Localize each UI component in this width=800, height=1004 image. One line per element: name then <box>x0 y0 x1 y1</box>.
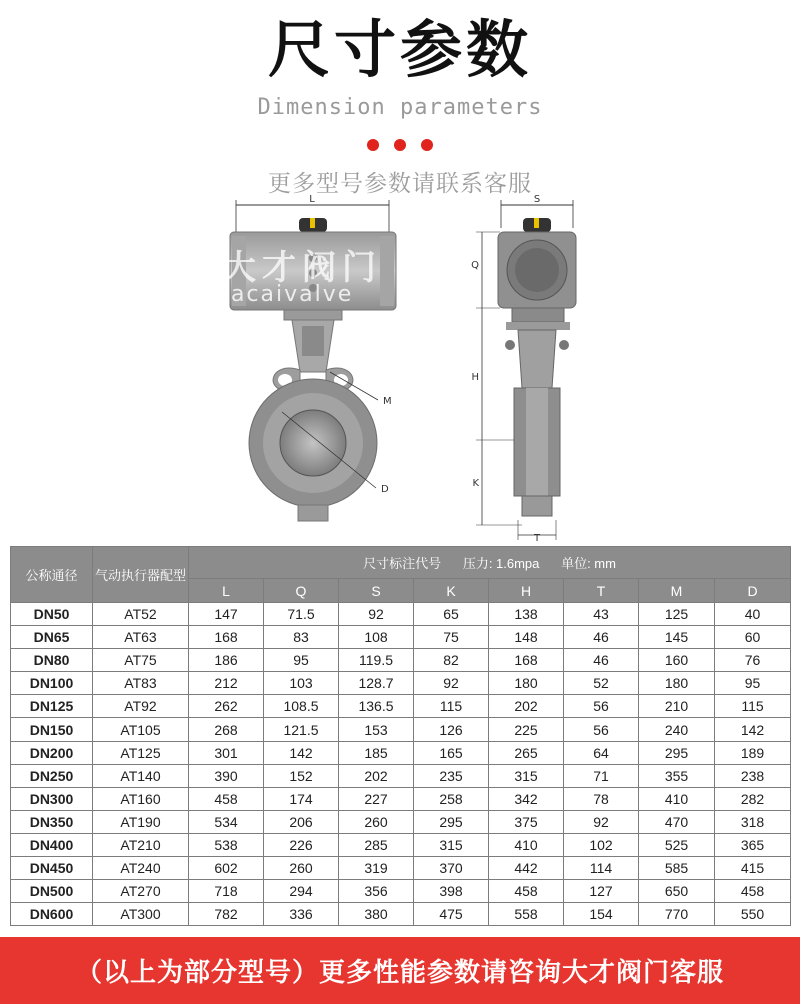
col-header-l: L <box>189 579 264 603</box>
cell-value: 442 <box>489 857 564 880</box>
dim-label-m: M <box>383 396 392 407</box>
cell-value: 210 <box>639 695 715 718</box>
cell-value: 76 <box>715 649 791 672</box>
cell-value: 318 <box>715 810 791 833</box>
cell-value: 95 <box>715 672 791 695</box>
cell-value: 56 <box>564 695 639 718</box>
dimension-table-container <box>10 546 790 926</box>
cell-value: 102 <box>564 833 639 856</box>
cell-value: 602 <box>189 857 264 880</box>
cell-value: 103 <box>264 672 339 695</box>
cell-value: 770 <box>639 903 715 926</box>
cell-actuator: AT140 <box>93 764 189 787</box>
page-title: 尺寸参数 <box>267 13 532 86</box>
cell-nominal: DN200 <box>11 741 93 764</box>
cell-nominal: DN125 <box>11 695 93 718</box>
cell-value: 319 <box>339 857 414 880</box>
cell-nominal: DN80 <box>11 649 93 672</box>
cell-value: 148 <box>489 626 564 649</box>
cell-nominal: DN500 <box>11 880 93 903</box>
cell-value: 390 <box>189 764 264 787</box>
cell-value: 180 <box>639 672 715 695</box>
table-row <box>11 833 791 856</box>
unit-note: 单位: mm <box>561 556 616 571</box>
cell-nominal: DN250 <box>11 764 93 787</box>
table-row <box>11 810 791 833</box>
table-row <box>11 649 791 672</box>
table-row <box>11 787 791 810</box>
cell-value: 336 <box>264 903 339 926</box>
cell-value: 189 <box>715 741 791 764</box>
cell-value: 40 <box>715 603 791 626</box>
cell-value: 262 <box>189 695 264 718</box>
table-row <box>11 626 791 649</box>
cell-value: 71 <box>564 764 639 787</box>
cell-nominal: DN100 <box>11 672 93 695</box>
footer-text: （以上为部分型号）更多性能参数请咨询大才阀门客服 <box>75 958 724 988</box>
dimension-table <box>10 546 791 926</box>
cell-value: 154 <box>564 903 639 926</box>
cell-value: 370 <box>414 857 489 880</box>
cell-actuator: AT63 <box>93 626 189 649</box>
cell-value: 114 <box>564 857 639 880</box>
cell-value: 202 <box>489 695 564 718</box>
col-header-d: D <box>715 579 791 603</box>
cell-actuator: AT270 <box>93 880 189 903</box>
cell-actuator: AT210 <box>93 833 189 856</box>
cell-value: 153 <box>339 718 414 741</box>
footer-banner <box>0 937 800 1004</box>
cell-value: 550 <box>715 903 791 926</box>
cell-value: 410 <box>489 833 564 856</box>
cell-value: 240 <box>639 718 715 741</box>
cell-value: 52 <box>564 672 639 695</box>
dim-label-h: H <box>471 372 479 383</box>
cell-value: 538 <box>189 833 264 856</box>
table-row <box>11 718 791 741</box>
cell-value: 127 <box>564 880 639 903</box>
cell-value: 56 <box>564 718 639 741</box>
cell-value: 78 <box>564 787 639 810</box>
pressure-note: 压力: 1.6mpa <box>462 556 540 571</box>
cell-value: 186 <box>189 649 264 672</box>
cell-actuator: AT125 <box>93 741 189 764</box>
cell-value: 268 <box>189 718 264 741</box>
cell-value: 225 <box>489 718 564 741</box>
cell-value: 235 <box>414 764 489 787</box>
cell-value: 295 <box>639 741 715 764</box>
cell-value: 285 <box>339 833 414 856</box>
table-row <box>11 857 791 880</box>
page-subtitle: Dimension parameters <box>257 95 543 120</box>
table-row <box>11 764 791 787</box>
cell-value: 260 <box>264 857 339 880</box>
cell-nominal: DN600 <box>11 903 93 926</box>
cell-actuator: AT105 <box>93 718 189 741</box>
cell-value: 282 <box>715 787 791 810</box>
cell-value: 71.5 <box>264 603 339 626</box>
cell-value: 46 <box>564 649 639 672</box>
col-header-k: K <box>414 579 489 603</box>
cell-value: 64 <box>564 741 639 764</box>
table-row <box>11 903 791 926</box>
cell-value: 128.7 <box>339 672 414 695</box>
cell-value: 83 <box>264 626 339 649</box>
cell-nominal: DN400 <box>11 833 93 856</box>
cell-value: 356 <box>339 880 414 903</box>
cell-value: 315 <box>414 833 489 856</box>
cell-value: 92 <box>564 810 639 833</box>
col-header-t: T <box>564 579 639 603</box>
watermark-brand-en: Dacaivalve <box>212 282 354 307</box>
cell-value: 227 <box>339 787 414 810</box>
cell-value: 226 <box>264 833 339 856</box>
valve-dimension-drawing <box>0 190 800 542</box>
cell-value: 121.5 <box>264 718 339 741</box>
cell-value: 782 <box>189 903 264 926</box>
cell-nominal: DN450 <box>11 857 93 880</box>
cell-value: 410 <box>639 787 715 810</box>
cell-value: 238 <box>715 764 791 787</box>
cell-actuator: AT190 <box>93 810 189 833</box>
red-dot-icon <box>367 139 379 151</box>
cell-value: 458 <box>489 880 564 903</box>
dim-label-k: K <box>472 478 479 489</box>
cell-value: 108.5 <box>264 695 339 718</box>
cell-value: 115 <box>414 695 489 718</box>
cell-value: 152 <box>264 764 339 787</box>
cell-value: 145 <box>639 626 715 649</box>
cell-value: 375 <box>489 810 564 833</box>
cell-value: 355 <box>639 764 715 787</box>
cell-value: 119.5 <box>339 649 414 672</box>
cell-value: 142 <box>715 718 791 741</box>
cell-value: 180 <box>489 672 564 695</box>
table-row <box>11 695 791 718</box>
dim-label-l: L <box>309 194 315 205</box>
cell-value: 125 <box>639 603 715 626</box>
cell-value: 650 <box>639 880 715 903</box>
table-row <box>11 672 791 695</box>
cell-value: 525 <box>639 833 715 856</box>
cell-value: 365 <box>715 833 791 856</box>
cell-value: 95 <box>264 649 339 672</box>
dims-title: 尺寸标注代号 <box>363 556 442 571</box>
cell-value: 46 <box>564 626 639 649</box>
dim-label-s: S <box>533 194 541 205</box>
cell-actuator: AT75 <box>93 649 189 672</box>
cell-actuator: AT160 <box>93 787 189 810</box>
col-header-actuator: 气动执行器配型 <box>93 547 189 603</box>
cell-value: 415 <box>715 857 791 880</box>
cell-value: 168 <box>189 626 264 649</box>
cell-value: 136.5 <box>339 695 414 718</box>
cell-value: 315 <box>489 764 564 787</box>
dim-label-q: Q <box>471 260 479 271</box>
cell-value: 147 <box>189 603 264 626</box>
cell-value: 138 <box>489 603 564 626</box>
table-row <box>11 603 791 626</box>
contact-note: 更多型号参数请联系客服 <box>268 171 532 197</box>
cell-value: 160 <box>639 649 715 672</box>
cell-nominal: DN50 <box>11 603 93 626</box>
cell-value: 82 <box>414 649 489 672</box>
red-dot-icon <box>421 139 433 151</box>
cell-value: 260 <box>339 810 414 833</box>
dim-label-t: T <box>533 533 541 542</box>
cell-value: 475 <box>414 903 489 926</box>
cell-value: 202 <box>339 764 414 787</box>
col-header-nominal: 公称通径 <box>11 547 93 603</box>
watermark-brand-cn: 大才阀门 <box>222 248 382 288</box>
cell-value: 585 <box>639 857 715 880</box>
cell-value: 142 <box>264 741 339 764</box>
cell-value: 126 <box>414 718 489 741</box>
col-header-m: M <box>639 579 715 603</box>
cell-value: 295 <box>414 810 489 833</box>
red-dot-icon <box>394 139 406 151</box>
cell-actuator: AT240 <box>93 857 189 880</box>
cell-value: 115 <box>715 695 791 718</box>
cell-value: 65 <box>414 603 489 626</box>
cell-value: 43 <box>564 603 639 626</box>
dim-label-d: D <box>381 484 389 495</box>
cell-value: 380 <box>339 903 414 926</box>
cell-value: 470 <box>639 810 715 833</box>
cell-value: 718 <box>189 880 264 903</box>
cell-value: 92 <box>339 603 414 626</box>
cell-value: 458 <box>715 880 791 903</box>
cell-value: 75 <box>414 626 489 649</box>
cell-value: 342 <box>489 787 564 810</box>
cell-nominal: DN65 <box>11 626 93 649</box>
cell-actuator: AT92 <box>93 695 189 718</box>
col-header-q: Q <box>264 579 339 603</box>
cell-value: 206 <box>264 810 339 833</box>
cell-value: 258 <box>414 787 489 810</box>
decorative-dots <box>0 139 800 151</box>
cell-value: 60 <box>715 626 791 649</box>
cell-value: 534 <box>189 810 264 833</box>
cell-nominal: DN300 <box>11 787 93 810</box>
cell-value: 265 <box>489 741 564 764</box>
cell-actuator: AT52 <box>93 603 189 626</box>
cell-actuator: AT83 <box>93 672 189 695</box>
cell-value: 92 <box>414 672 489 695</box>
cell-value: 398 <box>414 880 489 903</box>
cell-actuator: AT300 <box>93 903 189 926</box>
col-header-s: S <box>339 579 414 603</box>
cell-value: 458 <box>189 787 264 810</box>
table-body <box>11 603 791 926</box>
cell-value: 108 <box>339 626 414 649</box>
cell-value: 301 <box>189 741 264 764</box>
cell-nominal: DN150 <box>11 718 93 741</box>
cell-value: 212 <box>189 672 264 695</box>
table-row <box>11 880 791 903</box>
cell-value: 174 <box>264 787 339 810</box>
table-row <box>11 741 791 764</box>
cell-value: 294 <box>264 880 339 903</box>
cell-value: 185 <box>339 741 414 764</box>
cell-value: 165 <box>414 741 489 764</box>
cell-nominal: DN350 <box>11 810 93 833</box>
col-header-h: H <box>489 579 564 603</box>
dims-header <box>189 547 791 579</box>
cell-value: 558 <box>489 903 564 926</box>
cell-value: 168 <box>489 649 564 672</box>
